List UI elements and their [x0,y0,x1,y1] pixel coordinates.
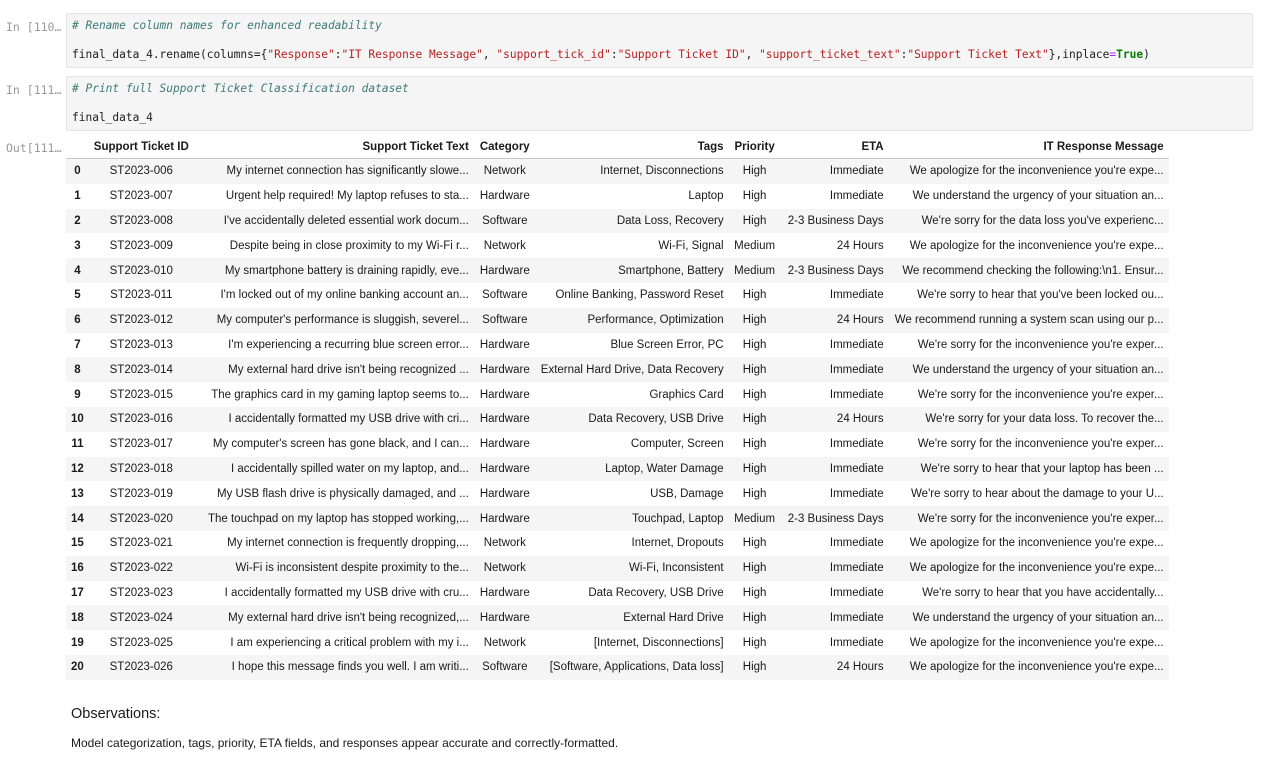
table-cell: We understand the urgency of your situation an... [912,363,1164,376]
table-cell: 24 Hours [836,413,884,426]
table-cell: [Software, Applications, Data loss] [549,661,724,674]
table-cell: Network [483,636,526,649]
table-cell: ST2023-026 [109,661,173,674]
row-index: 7 [74,338,81,351]
code-token: , [745,48,760,61]
table-cell: Hardware [479,487,530,500]
row-index: 2 [74,214,81,227]
row-index: 1 [74,190,81,203]
code-token: : [610,48,618,61]
row-index: 19 [71,636,84,649]
table-cell: My external hard drive isn't being recognized,... [228,611,469,624]
input-prompt: In [111… [6,83,62,97]
table-cell: I hope this message finds you well. I am writi... [231,661,469,674]
table-cell: I accidentally formatted my USB drive with cru... [224,586,469,599]
row-index: 18 [71,611,84,624]
column-header: Support Ticket Text [194,136,474,159]
table-cell: Immediate [829,586,884,599]
table-row [66,506,1169,531]
table-cell: High [742,338,767,351]
table-cell: Immediate [829,636,884,649]
table-cell: Immediate [829,487,884,500]
table-cell: We apologize for the inconvenience you're expe... [909,537,1164,550]
table-row [66,283,1169,308]
table-cell: Touchpad, Laptop [632,512,724,525]
table-row [66,432,1169,457]
table-cell: Immediate [829,462,884,475]
table-row [66,407,1169,432]
table-cell: I am experiencing a critical problem with my i... [230,636,469,649]
row-index: 12 [71,462,84,475]
table-cell: Data Recovery, USB Drive [588,413,724,426]
table-cell: High [742,661,767,674]
code-token: ) [1143,48,1150,61]
table-cell: Online Banking, Password Reset [555,289,724,302]
table-cell: Graphics Card [649,388,724,401]
code-editor[interactable] [66,13,1253,68]
row-index: 0 [74,165,81,178]
table-cell: Performance, Optimization [587,314,724,327]
table-cell: ST2023-016 [109,413,173,426]
table-cell: 24 Hours [836,314,884,327]
row-index: 6 [74,314,81,327]
table-row [66,556,1169,581]
table-cell: High [742,462,767,475]
code-token: { [260,48,268,61]
table-cell: Wi-Fi, Inconsistent [629,562,724,575]
table-row [66,209,1169,234]
table-cell: Hardware [479,363,530,376]
row-index: 4 [74,264,81,277]
table-cell: We're sorry for the inconvenience you're exper... [917,388,1164,401]
table-cell: 24 Hours [836,661,884,674]
table-cell: 2-3 Business Days [787,214,884,227]
table-cell: Data Loss, Recovery [616,214,724,227]
table-row [66,457,1169,482]
table-cell: We're sorry to hear that your laptop has been ... [920,462,1164,475]
table-cell: Hardware [479,264,530,277]
input-prompt: In [110… [6,20,62,34]
table-cell: ST2023-020 [109,512,173,525]
code-token: , [482,48,497,61]
table-row [66,233,1169,258]
table-row [66,630,1169,655]
table-cell: ST2023-015 [109,388,173,401]
table-header-row [66,136,1169,159]
table-cell: My internet connection is frequently dropping,... [227,537,469,550]
table-cell: Internet, Disconnections [600,165,724,178]
table-cell: We recommend checking the following:\n1. Ensur... [902,264,1164,277]
output-prompt: Out[111… [6,141,62,155]
table-cell: We apologize for the inconvenience you're expe... [909,661,1164,674]
table-cell: USB, Damage [650,487,724,500]
code-keyword: True [1116,48,1144,61]
table-cell: We recommend running a system scan using our p... [894,314,1164,327]
row-index: 14 [71,512,84,525]
table-cell: We apologize for the inconvenience you're expe... [909,636,1164,649]
table-cell: We understand the urgency of your situation an... [912,190,1164,203]
table-cell: We understand the urgency of your situation an... [912,611,1164,624]
table-cell: Software [482,661,528,674]
table-cell: Wi-Fi, Signal [658,239,724,252]
row-index: 15 [71,537,84,550]
code-string: "IT Response Message" [341,48,483,61]
table-cell: Hardware [479,611,530,624]
table-cell: High [742,165,767,178]
table-cell: Hardware [479,338,530,351]
table-cell: High [742,537,767,550]
table-cell: High [742,388,767,401]
table-row [66,357,1169,382]
table-cell: Smartphone, Battery [618,264,724,277]
table-cell: Despite being in close proximity to my Wi-Fi r... [229,239,469,252]
row-index: 8 [74,363,81,376]
table-cell: 2-3 Business Days [787,264,884,277]
table-cell: High [742,190,767,203]
table-cell: High [742,438,767,451]
table-cell: We apologize for the inconvenience you're expe... [909,239,1164,252]
table-row [66,655,1169,680]
table-cell: My USB flash drive is physically damaged, and ... [216,487,469,500]
table-cell: My smartphone battery is draining rapidly, eve... [224,264,469,277]
code-editor[interactable] [66,76,1253,131]
table-cell: Computer, Screen [630,438,724,451]
table-cell: Immediate [829,289,884,302]
row-index: 3 [74,239,81,252]
column-header: ETA [781,136,889,159]
table-row [66,333,1169,358]
observations-text: Model categorization, tags, priority, ETA fields, and responses appear accurate and correctly-formatted. [71,736,619,750]
table-cell: Immediate [829,363,884,376]
table-cell: I accidentally spilled water on my laptop, and... [231,462,469,475]
table-cell: I'm experiencing a recurring blue screen error... [228,338,469,351]
table-cell: External Hard Drive [623,611,724,624]
table-cell: Medium [734,239,776,252]
row-index: 9 [74,388,81,401]
table-row [66,184,1169,209]
code-string: "Support Ticket ID" [617,48,746,61]
table-cell: Laptop, Water Damage [605,462,724,475]
row-index: 5 [74,289,81,302]
table-row [66,531,1169,556]
table-cell: Immediate [829,388,884,401]
row-index: 10 [71,413,84,426]
table-cell: We apologize for the inconvenience you're expe... [909,562,1164,575]
column-header: IT Response Message [889,136,1169,159]
column-header: Category [474,136,536,159]
table-cell: ST2023-006 [109,165,173,178]
table-cell: We're sorry for the inconvenience you're exper... [917,338,1164,351]
table-cell: Blue Screen Error, PC [610,338,724,351]
observations-heading: Observations: [71,706,161,722]
table-cell: Medium [734,264,776,277]
table-cell: ST2023-011 [110,289,173,302]
table-cell: We're sorry to hear that you have accidentally... [922,586,1164,599]
table-cell: ST2023-023 [109,586,173,599]
table-cell: 2-3 Business Days [787,512,884,525]
table-cell: Medium [734,512,776,525]
table-cell: Hardware [479,190,530,203]
table-cell: ST2023-019 [109,487,173,500]
table-cell: Network [483,239,526,252]
table-cell: We apologize for the inconvenience you're expe... [909,165,1164,178]
table-cell: ST2023-013 [109,338,173,351]
table-cell: ST2023-007 [109,190,173,203]
code-string: "Support Ticket Text" [907,48,1049,61]
table-cell: My computer's performance is sluggish, severel... [216,314,469,327]
table-cell: My computer's screen has gone black, and I can... [212,438,469,451]
row-index: 16 [71,562,84,575]
table-cell: High [742,363,767,376]
code-line: final_data_4 [72,111,153,124]
table-cell: Hardware [479,586,530,599]
table-cell: Immediate [829,438,884,451]
dataframe-table [66,136,1169,680]
table-row [66,481,1169,506]
table-cell: ST2023-014 [109,363,173,376]
table-cell: ST2023-022 [109,562,173,575]
code-token: : [334,48,342,61]
table-row [66,159,1169,184]
code-string: "support_tick_id" [496,48,611,61]
table-cell: High [742,214,767,227]
code-string: "Response" [267,48,335,61]
column-header: Tags [536,136,729,159]
table-cell: Urgent help required! My laptop refuses to sta... [225,190,469,203]
table-row [66,605,1169,630]
table-cell: High [742,314,767,327]
table-cell: Immediate [829,190,884,203]
code-string: "support_ticket_text" [759,48,901,61]
column-header: Support Ticket ID [89,136,194,159]
column-header: Priority [729,136,781,159]
table-cell: The touchpad on my laptop has stopped working,... [207,512,469,525]
table-cell: We're sorry for the data loss you've experienc... [921,214,1164,227]
table-cell: High [742,611,767,624]
table-cell: Network [483,165,526,178]
row-index: 17 [71,586,84,599]
table-cell: ST2023-012 [109,314,173,327]
table-cell: Network [483,562,526,575]
table-cell: We're sorry for the inconvenience you're exper... [917,512,1164,525]
table-cell: High [742,562,767,575]
table-cell: 24 Hours [836,239,884,252]
table-row [66,581,1169,606]
code-operator: = [1109,48,1117,61]
table-cell: My external hard drive isn't being recognized ... [228,363,469,376]
table-cell: We're sorry to hear that you've been locked ou... [917,289,1164,302]
table-cell: High [742,636,767,649]
table-cell: Data Recovery, USB Drive [588,586,724,599]
table-cell: Hardware [479,388,530,401]
table-cell: Immediate [829,165,884,178]
table-cell: High [742,586,767,599]
table-cell: My internet connection has significantly slowe... [226,165,469,178]
row-index: 11 [71,438,84,451]
table-cell: Laptop [688,190,724,203]
table-cell: Hardware [479,438,530,451]
code-token: },inplace [1048,48,1110,61]
table-cell: Hardware [479,512,530,525]
table-cell: ST2023-024 [109,611,173,624]
row-index: 13 [71,487,84,500]
row-index: 20 [71,661,84,674]
table-cell: I've accidentally deleted essential work docum... [223,214,469,227]
code-comment: # Rename column names for enhanced readability [72,19,382,32]
table-cell: Software [482,214,528,227]
table-cell: Immediate [829,562,884,575]
table-cell: Hardware [479,462,530,475]
table-cell: ST2023-021 [109,537,173,550]
table-cell: The graphics card in my gaming laptop seems to... [211,388,469,401]
table-cell: Software [482,289,528,302]
table-cell: We're sorry to hear about the damage to your U... [911,487,1164,500]
table-cell: We're sorry for your data loss. To recover the... [925,413,1164,426]
table-cell: Hardware [479,413,530,426]
code-token: : [900,48,908,61]
table-cell: High [742,487,767,500]
table-cell: I'm locked out of my online banking account an... [220,289,469,302]
table-row [66,308,1169,333]
table-cell: Wi-Fi is inconsistent despite proximity to the... [235,562,469,575]
table-cell: ST2023-025 [109,636,173,649]
table-cell: ST2023-017 [109,438,173,451]
table-cell: High [742,413,767,426]
table-cell: ST2023-008 [109,214,173,227]
table-cell: We're sorry for the inconvenience you're exper... [917,438,1164,451]
table-cell: Immediate [829,611,884,624]
table-cell: Immediate [829,338,884,351]
table-cell: I accidentally formatted my USB drive with cri... [228,413,469,426]
table-row [66,382,1169,407]
table-cell: Immediate [829,537,884,550]
table-cell: ST2023-018 [109,462,173,475]
table-cell: Software [482,314,528,327]
table-cell: High [742,289,767,302]
code-line [72,48,1150,61]
table-cell: Internet, Dropouts [631,537,724,550]
code-token: final_data_4.rename(columns= [72,48,261,61]
table-cell: ST2023-010 [109,264,173,277]
table-cell: ST2023-009 [109,239,173,252]
table-cell: [Internet, Disconnections] [593,636,724,649]
index-header [66,136,89,159]
table-cell: Network [483,537,526,550]
table-row [66,258,1169,283]
table-cell: External Hard Drive, Data Recovery [540,363,724,376]
code-comment: # Print full Support Ticket Classification dataset [72,82,409,95]
